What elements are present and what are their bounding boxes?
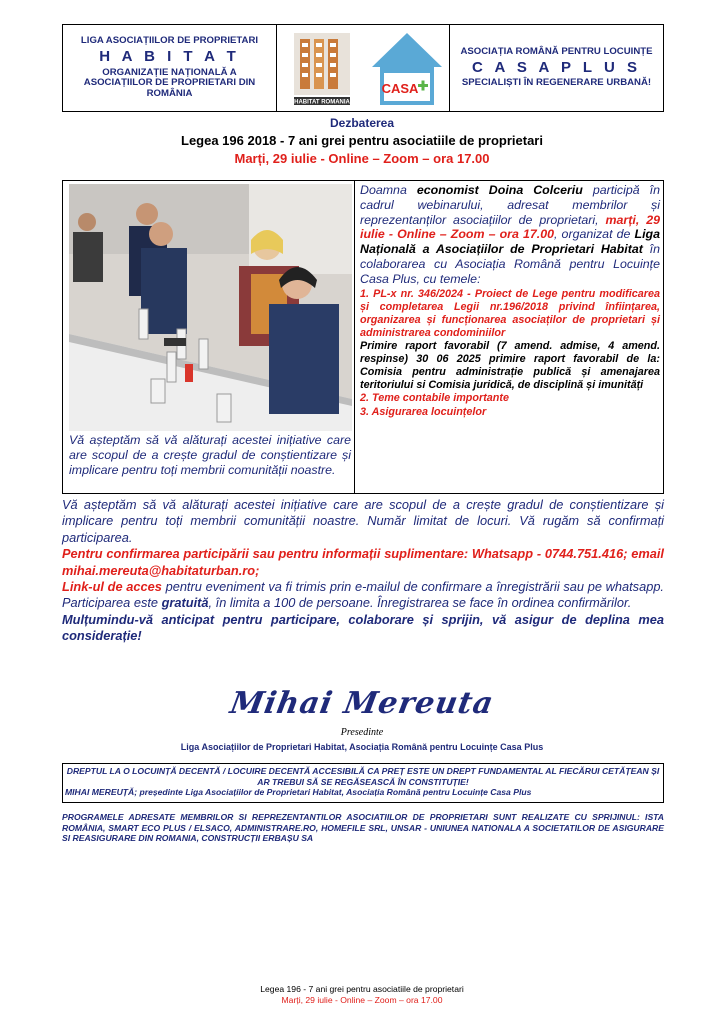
intro-date: marți, 29 iulie - Online – Zoom – ora 17.00 <box>360 212 661 242</box>
intro-text-4: în colaborarea cu Asociația Română pentru Locuințe Casa Plus, cu temele: <box>360 242 660 286</box>
intro-text-2: participă în cadrul webinarului, adresat membrilor și reprezentanților asociațiilor de proprietari, <box>360 183 660 227</box>
intro-text-3: , organizat de <box>554 227 635 242</box>
free-label: gratuită <box>161 595 209 611</box>
motto-box <box>62 763 664 803</box>
photo-caption: Vă așteptăm să vă alăturați acestei inițiative care are scopul de a crește gradul de conștientizare și implicare pentru toți membrii comunității noastre. <box>69 433 351 478</box>
habitat-org-line1: LIGA ASOCIAȚIILOR DE PROPRIETARI <box>80 35 259 47</box>
closing-paragraph: Mulțumindu-vă anticipat pentru participare, colaborare și sprijin, vă asigur de deplina mea considerație! <box>62 611 664 643</box>
topic-1-note: Primire raport favorabil (7 amend. admise, 4 amend. respinse) 30 06 2025 primire raport favorabil de la: Comisia pentru administrație publică și amenajarea teritoriului si Comisia juridică, de disciplină și imunități <box>360 340 660 391</box>
access-text-1: pentru eveniment va fi trimis prin e-mailul de confirmare a înregistrării sau pe whatsapp. Participarea este <box>62 578 664 611</box>
casa-plus-org-block <box>449 25 663 111</box>
topic-2: 2. Teme contabile importante <box>360 391 509 404</box>
event-title: Legea 196 2018 - 7 ani grei pentru asociatiile de proprietari <box>181 133 543 148</box>
photo-cell <box>63 181 355 493</box>
intro-paragraph <box>360 183 660 286</box>
footer-date: Marți, 29 iulie - Online – Zoom – ora 17.00 <box>281 995 443 1005</box>
motto-text: DREPTUL LA O LOCUINȚĂ DECENTĂ / LOCUIRE DECENTĂ ACCESIBILĂ CA PREȚ ESTE UN DREPT FUNDAMENTAL AL FIECĂRUI CETĂȚEAN ȘI AR TREBUI SĂ SE REGĂSEASCĂ ÎN CONSTITUȚIE! <box>66 766 660 787</box>
speaker-name: economist Doina Colceriu <box>416 183 583 197</box>
casa-org-line1: ASOCIAȚIA ROMÂNĂ PENTRU LOCUINȚE <box>460 45 653 57</box>
sponsors-note: PROGRAMELE ADRESATE MEMBRILOR SI REPREZENTANTILOR ASOCIATIILOR DE PROPRIETARI SUNT REALIZATE CU SPRIJINUL: ISTA ROMÂNIA, SMART ECO PLUS / ELSACO, ADMINISTRARE.RO, HOMEFILE SRL, UNSAR - UNIUNEA NATIONALA A SOCIETATILOR DE ASIGURARE SI REASIGURARE DIN ROMANIA, CONSTRUCȚII ERBAȘU SA <box>62 812 664 844</box>
event-date: Marți, 29 iulie - Online – Zoom – ora 17.00 <box>234 151 490 166</box>
contact-paragraph: Pentru confirmarea participării sau pentru informații suplimentare: Whatsapp - 0744.751.416; email mihai.mereuta@habitaturban.ro; <box>62 546 664 578</box>
habitat-org-name: H A B I T A T <box>99 47 240 65</box>
signature: Mihai Mereuta <box>227 686 497 721</box>
event-details-table <box>62 180 664 494</box>
habitat-org-block <box>63 25 277 111</box>
access-link-label: Link-ul de acces <box>62 578 162 594</box>
casa-org-line3: SPECIALIȘTI ÎN REGENERARE URBANĂ! <box>461 77 652 89</box>
habitat-romania-logo <box>280 27 364 109</box>
casa-logo-text: CASA <box>381 81 419 96</box>
organizer-name: Liga Națională a Asociațiilor de Proprietari Habitat <box>360 227 660 256</box>
topic-1: 1. PL-x nr. 346/2024 - Proiect de Lege pentru modificarea și completarea Legii nr.196/2018 privind înființarea, organizarea și funcționarea asociaților de proprietari și administrarea condominiilor <box>360 288 660 340</box>
casa-plus-logo <box>368 27 446 109</box>
logos <box>277 25 449 111</box>
habitat-org-line3: ORGANIZAȚIE NAȚIONALĂ A ASOCIAȚIILOR DE PROPRIETARI DIN ROMÂNIA <box>83 66 256 100</box>
letter-body <box>62 497 664 644</box>
meeting-photo <box>69 184 352 431</box>
access-text-2: , în limita a 100 de persoane. Înregistrarea se face în ordinea confirmărilor. <box>208 595 632 611</box>
topic-3: 3. Asigurarea locuințelor <box>360 405 487 418</box>
footer-title: Legea 196 - 7 ani grei pentru asociatiile de proprietari <box>260 984 464 994</box>
invitation-paragraph: Vă așteptăm să vă alăturați acestei inițiative care are scopul de a crește gradul de conștientizare și implicare pentru toți membrii comunității noastre. Număr limitat de locuri. Vă rugăm să confirmați participarea. <box>62 497 664 545</box>
motto-signature: MIHAI MEREUȚĂ; președinte Liga Asociațiilor de Proprietari Habitat, Asociația Română pentru Locuințe Casa Plus <box>65 787 532 798</box>
signer-organization: Liga Asociațiilor de Proprietari Habitat, Asociația Română pentru Locuințe Casa Plus <box>180 742 544 752</box>
signer-role: Presedinte <box>340 727 384 738</box>
letterhead <box>62 24 664 112</box>
casa-org-name: C A S A P L U S <box>472 58 641 76</box>
event-description <box>360 183 660 420</box>
access-paragraph <box>62 579 664 612</box>
habitat-logo-text: HABITAT ROMANIA <box>294 99 350 106</box>
intro-text-1: Doamna <box>360 183 417 197</box>
event-type: Dezbaterea <box>329 116 395 130</box>
